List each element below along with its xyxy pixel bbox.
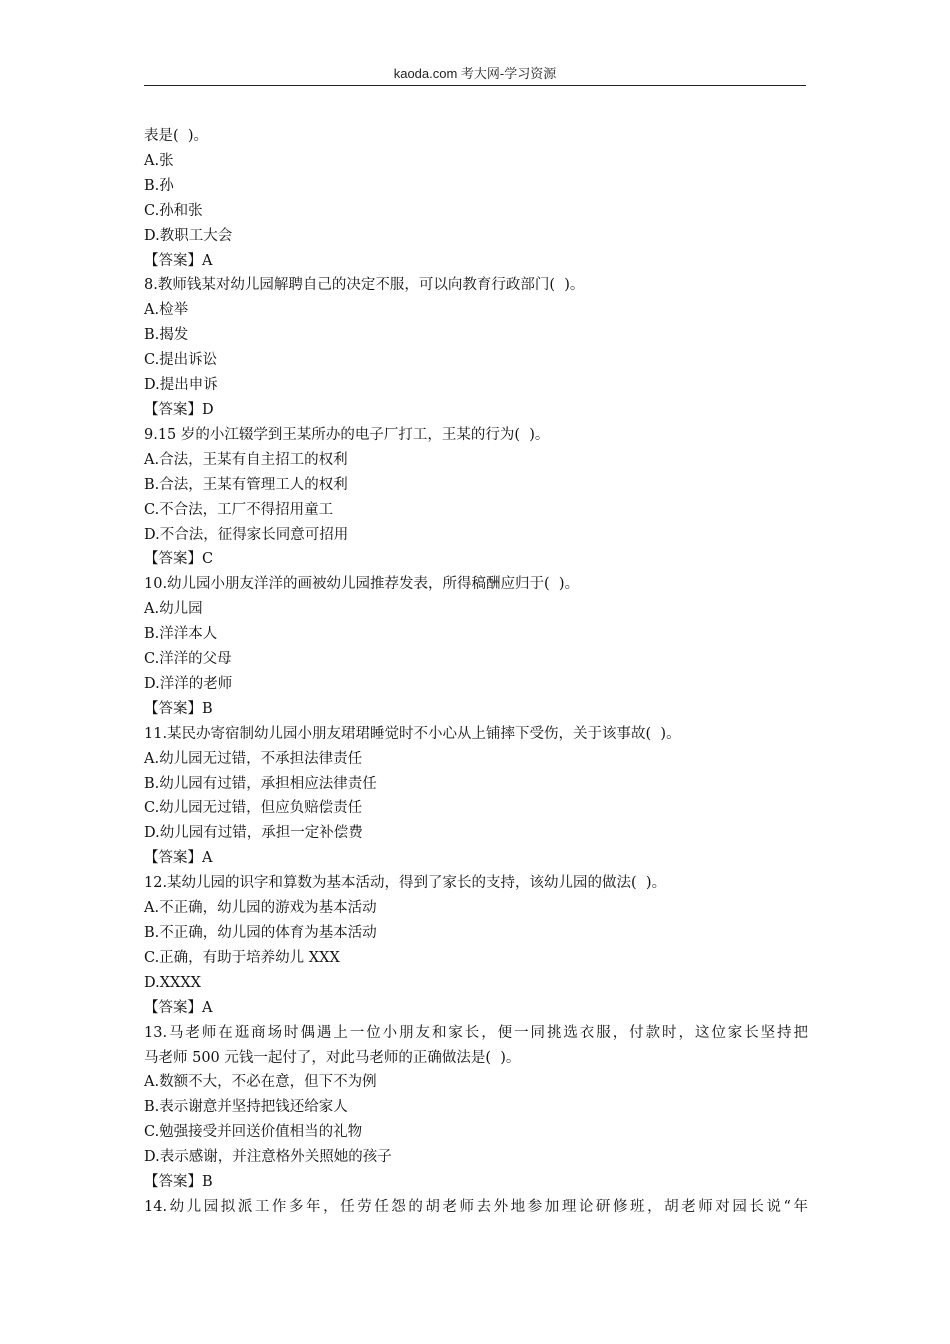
option-d: D.教职工大会 <box>144 227 233 244</box>
question-14: 14.幼儿园拟派工作多年，任劳任怨的胡老师去外地参加理论研修班，胡老师对园长说“年 <box>144 1198 808 1215</box>
option-c: C.正确，有助于培养幼儿 XXX <box>144 949 340 966</box>
option-c: C.不合法，工厂不得招用童工 <box>144 501 334 518</box>
option-b: B.表示谢意并坚持把钱还给家人 <box>144 1099 348 1116</box>
option-d: D.提出申诉 <box>144 377 218 394</box>
answer: 【答案】B <box>144 700 213 717</box>
answer: 【答案】C <box>144 551 214 568</box>
option-a: A.数额不大，不必在意，但下不为例 <box>144 1074 377 1091</box>
option-c: C.勉强接受并回送价值相当的礼物 <box>144 1124 363 1141</box>
question-10: 10.幼儿园小朋友洋洋的画被幼儿园推荐发表，所得稿酬应归于( )。 <box>144 576 580 593</box>
option-c: C.提出诉讼 <box>144 352 218 369</box>
answer: 【答案】B <box>144 1174 213 1191</box>
option-a: A.检举 <box>144 302 189 319</box>
option-c: C.洋洋的父母 <box>144 651 232 668</box>
question-text: 表是( )。 <box>144 128 209 144</box>
question-13-line-1: 13.马老师在逛商场时偶遇上一位小朋友和家长，便一同挑选衣服，付款时，这位家长坚持把 <box>144 1024 808 1041</box>
option-b: B.孙 <box>144 177 174 194</box>
question-8: 8.教师钱某对幼儿园解聘自己的决定不服，可以向教育行政部门( )。 <box>144 277 585 294</box>
option-d: D.不合法，征得家长同意可招用 <box>144 526 349 543</box>
option-b: B.合法，王某有管理工人的权利 <box>144 476 348 493</box>
option-b: B.不正确，幼儿园的体育为基本活动 <box>144 925 377 941</box>
option-c: C.孙和张 <box>144 202 203 219</box>
answer: 【答案】A <box>144 252 213 269</box>
option-d: D.幼儿园有过错，承担一定补偿费 <box>144 825 363 842</box>
header-divider <box>144 85 806 86</box>
option-b: B.幼儿园有过错，承担相应法律责任 <box>144 775 377 792</box>
question-9: 9.15 岁的小江辍学到王某所办的电子厂打工，王某的行为( )。 <box>144 426 550 443</box>
answer: 【答案】A <box>144 850 213 867</box>
document-body <box>144 124 808 1220</box>
option-a: A.幼儿园 <box>144 601 203 618</box>
option-a: A.不正确，幼儿园的游戏为基本活动 <box>144 900 377 917</box>
option-a: A.合法，王某有自主招工的权利 <box>144 451 348 468</box>
question-11: 11.某民办寄宿制幼儿园小朋友珺珺睡觉时不小心从上铺摔下受伤，关于该事故( )。 <box>144 725 681 742</box>
option-c: C.幼儿园无过错，但应负赔偿责任 <box>144 800 363 817</box>
page-header: kaoda.com 考大网-学习资源 <box>393 66 557 81</box>
option-b: B.揭发 <box>144 327 189 344</box>
option-d: D.XXXX <box>144 974 202 991</box>
option-d: D.表示感谢，并注意格外关照她的孩子 <box>144 1149 392 1166</box>
answer: 【答案】A <box>144 999 213 1016</box>
option-a: A.张 <box>144 152 174 169</box>
option-a: A.幼儿园无过错，不承担法律责任 <box>144 750 363 767</box>
answer: 【答案】D <box>144 401 214 418</box>
question-12: 12.某幼儿园的识字和算数为基本活动，得到了家长的支持，该幼儿园的做法( )。 <box>144 875 667 892</box>
option-b: B.洋洋本人 <box>144 626 218 643</box>
question-13-line-2: 马老师 500 元钱一起付了，对此马老师的正确做法是( )。 <box>144 1049 521 1066</box>
option-d: D.洋洋的老师 <box>144 675 233 692</box>
